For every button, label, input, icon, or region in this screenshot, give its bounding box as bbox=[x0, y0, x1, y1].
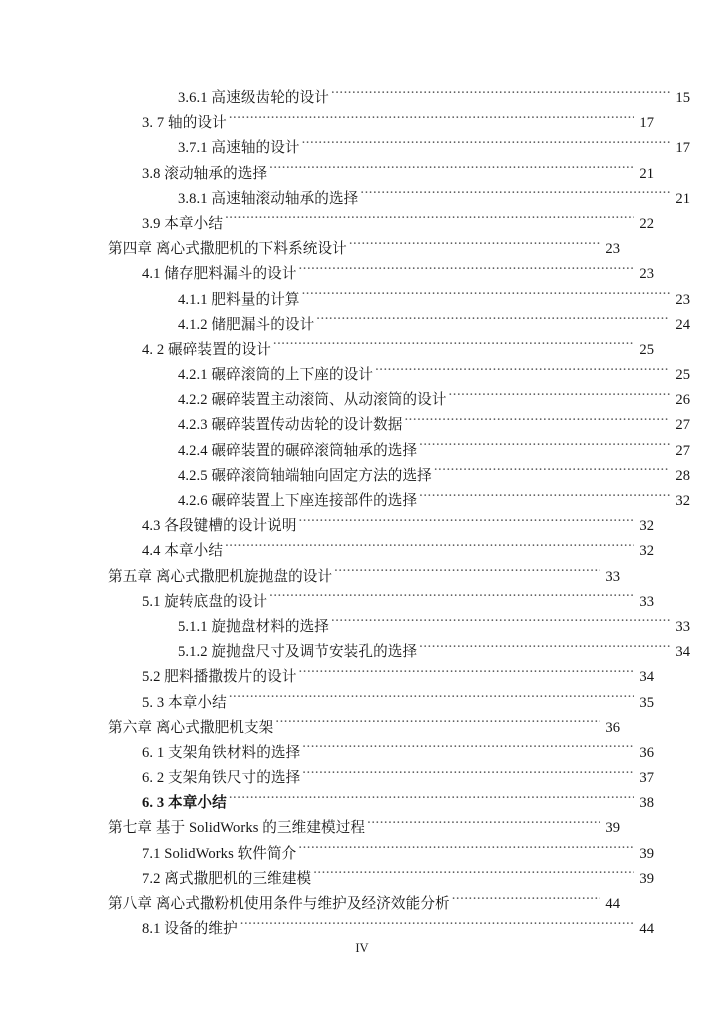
toc-entry[interactable] bbox=[108, 363, 690, 388]
toc-entry[interactable] bbox=[108, 590, 654, 615]
toc-entry-label: 3.9 本章小结 bbox=[142, 215, 224, 232]
toc-dot-leader bbox=[367, 818, 600, 833]
toc-entry-label: 5.1 旋转底盘的设计 bbox=[142, 593, 268, 610]
toc-entry-label: 7.1 SolidWorks 软件简介 bbox=[142, 845, 297, 862]
toc-dot-leader bbox=[375, 364, 670, 379]
toc-dot-leader bbox=[419, 440, 670, 455]
toc-entry-label: 8.1 设备的维护 bbox=[142, 921, 238, 938]
toc-entry[interactable] bbox=[108, 539, 654, 564]
toc-entry[interactable] bbox=[108, 615, 690, 640]
toc-entry[interactable] bbox=[108, 388, 690, 413]
toc-entry-label: 4.2.3 碾碎装置传动齿轮的设计数据 bbox=[178, 417, 403, 434]
toc-entry[interactable] bbox=[108, 665, 654, 690]
toc-entry[interactable] bbox=[108, 313, 690, 338]
toc-entry-label: 5. 3 本章小结 bbox=[142, 694, 227, 711]
toc-entry-page-number: 33 bbox=[675, 618, 690, 635]
toc-entry-label: 5.1.1 旋抛盘材料的选择 bbox=[178, 618, 329, 635]
toc-dot-leader bbox=[229, 113, 634, 128]
page-number-footer: IV bbox=[355, 941, 369, 955]
toc-entry[interactable] bbox=[108, 917, 654, 942]
toc-dot-leader bbox=[225, 213, 634, 228]
toc-entry[interactable] bbox=[108, 489, 690, 514]
toc-entry-page-number: 24 bbox=[675, 316, 690, 333]
toc-entry-label: 第六章 离心式撒肥机支架 bbox=[108, 719, 274, 736]
toc-entry-label: 4.2.1 碾碎滚筒的上下座的设计 bbox=[178, 367, 374, 384]
toc-entry-label: 6. 2 支架角铁尺寸的选择 bbox=[142, 770, 301, 787]
toc-entry-page-number: 26 bbox=[675, 392, 690, 409]
toc-entry[interactable] bbox=[108, 691, 654, 716]
toc-dot-leader bbox=[334, 566, 600, 581]
toc-entry-label: 4.2.4 碾碎装置的碾碎滚筒轴承的选择 bbox=[178, 442, 418, 459]
toc-dot-leader bbox=[434, 465, 670, 480]
toc-entry-page-number: 38 bbox=[639, 795, 654, 812]
toc-entry-label: 4.2.6 碾碎装置上下座连接部件的选择 bbox=[178, 493, 418, 509]
toc-entry-page-number: 27 bbox=[675, 417, 690, 434]
toc-dot-leader bbox=[349, 239, 600, 254]
toc-entry-page-number: 22 bbox=[639, 215, 654, 232]
toc-entry-label: 3. 7 轴的设计 bbox=[142, 115, 227, 132]
toc-dot-leader bbox=[240, 919, 634, 934]
toc-entry-label: 4.4 本章小结 bbox=[142, 543, 224, 560]
toc-entry-label: 4.1.1 肥料量的计算 bbox=[178, 291, 300, 308]
toc-entry-page-number: 21 bbox=[675, 190, 690, 207]
toc-dot-leader bbox=[298, 843, 634, 858]
toc-entry-page-number: 34 bbox=[675, 644, 690, 661]
toc-entry[interactable] bbox=[108, 464, 690, 489]
toc-entry[interactable] bbox=[108, 262, 654, 287]
toc-entry-page-number: 34 bbox=[639, 669, 654, 686]
toc-entry-label: 4.3 各段键槽的设计说明 bbox=[142, 518, 297, 535]
toc-entry-label: 4.1 储存肥料漏斗的设计 bbox=[142, 266, 297, 283]
toc-entry[interactable] bbox=[108, 892, 620, 917]
toc-dot-leader bbox=[419, 642, 670, 657]
toc-entry[interactable] bbox=[108, 791, 654, 816]
toc-entry-page-number: 33 bbox=[605, 568, 620, 585]
toc-dot-leader bbox=[360, 188, 670, 203]
toc-dot-leader bbox=[302, 289, 670, 304]
toc-entry[interactable] bbox=[108, 187, 690, 212]
toc-entry-label: 3.7.1 高速轴的设计 bbox=[178, 140, 300, 157]
toc-entry[interactable] bbox=[108, 338, 654, 363]
toc-entry-label: 3.6.1 高速级齿轮的设计 bbox=[178, 90, 329, 106]
toc-entry-label: 第四章 离心式撒肥机的下料系统设计 bbox=[108, 241, 347, 258]
toc-dot-leader bbox=[269, 591, 634, 606]
toc-dot-leader bbox=[404, 415, 670, 430]
toc-entry-page-number: 44 bbox=[639, 921, 654, 938]
toc-entry-page-number: 37 bbox=[639, 770, 654, 787]
toc-entry-page-number: 33 bbox=[639, 593, 654, 610]
toc-entry-page-number: 32 bbox=[639, 518, 654, 535]
toc-entry-label: 5.2 肥料播撒拨片的设计 bbox=[142, 669, 297, 686]
toc-entry-page-number: 23 bbox=[639, 266, 654, 283]
toc-dot-leader bbox=[299, 516, 634, 531]
toc-entry-label: 6. 3 本章小结 bbox=[142, 795, 227, 812]
toc-entry-page-number: 36 bbox=[639, 744, 654, 761]
toc-dot-leader bbox=[302, 742, 634, 757]
toc-entry-page-number: 17 bbox=[639, 115, 654, 132]
toc-entry[interactable] bbox=[108, 86, 690, 111]
toc-entry[interactable] bbox=[108, 136, 690, 161]
toc-entry-label: 5.1.2 旋抛盘尺寸及调节安装孔的选择 bbox=[178, 644, 418, 661]
toc-entry-page-number: 23 bbox=[675, 291, 690, 308]
toc-entry-label: 6. 1 支架角铁材料的选择 bbox=[142, 744, 301, 761]
toc-entry-page-number: 44 bbox=[605, 896, 620, 912]
toc-entry[interactable] bbox=[108, 766, 654, 791]
toc-dot-leader bbox=[299, 667, 634, 682]
toc-entry[interactable] bbox=[108, 288, 690, 313]
toc-entry-label: 4. 2 碾碎装置的设计 bbox=[142, 341, 271, 358]
toc-entry[interactable] bbox=[108, 565, 620, 590]
toc-dot-leader bbox=[302, 138, 670, 153]
toc-dot-leader bbox=[275, 717, 600, 732]
toc-entry-page-number: 21 bbox=[639, 165, 654, 182]
toc-entry-page-number: 39 bbox=[639, 845, 654, 862]
toc-dot-leader bbox=[229, 692, 634, 707]
toc-entry[interactable] bbox=[108, 716, 620, 741]
toc-dot-leader bbox=[449, 390, 670, 405]
toc-dot-leader bbox=[452, 893, 600, 908]
toc-entry-label: 3.8.1 高速轴滚动轴承的选择 bbox=[178, 190, 359, 207]
toc-entry[interactable] bbox=[108, 514, 654, 539]
toc-entry-label: 第五章 离心式撒肥机旋抛盘的设计 bbox=[108, 568, 333, 585]
toc-entry[interactable] bbox=[108, 640, 690, 665]
toc-entry-page-number: 32 bbox=[639, 543, 654, 560]
toc-entry[interactable] bbox=[108, 741, 654, 766]
toc-entry[interactable] bbox=[108, 111, 654, 136]
toc-entry-page-number: 39 bbox=[639, 870, 654, 887]
toc-entry-page-number: 25 bbox=[639, 341, 654, 358]
toc-entry-label: 4.2.2 碾碎装置主动滚筒、从动滚筒的设计 bbox=[178, 392, 447, 409]
toc-entry[interactable] bbox=[108, 237, 620, 262]
toc-entry-label: 4.1.2 储肥漏斗的设计 bbox=[178, 316, 315, 333]
toc-entry[interactable] bbox=[108, 439, 690, 464]
toc-entry-page-number: 27 bbox=[675, 442, 690, 459]
toc-dot-leader bbox=[229, 793, 634, 808]
toc-entry-page-number: 35 bbox=[639, 694, 654, 711]
toc-dot-leader bbox=[299, 264, 634, 279]
toc-dot-leader bbox=[269, 163, 634, 178]
toc-entry-page-number: 39 bbox=[605, 820, 620, 837]
toc-entry[interactable] bbox=[108, 212, 654, 237]
toc-entry-label: 第七章 基于 SolidWorks 的三维建模过程 bbox=[108, 820, 366, 837]
toc-dot-leader bbox=[316, 314, 670, 329]
toc-entry[interactable] bbox=[108, 842, 654, 867]
toc-entry[interactable] bbox=[108, 867, 654, 892]
toc-entry-page-number: 36 bbox=[605, 719, 620, 736]
toc-dot-leader bbox=[419, 490, 670, 505]
toc-entry-page-number: 32 bbox=[675, 493, 690, 509]
toc-entry[interactable] bbox=[108, 816, 620, 841]
toc-entry[interactable] bbox=[108, 162, 654, 187]
toc-dot-leader bbox=[302, 767, 634, 782]
toc-dot-leader bbox=[331, 87, 670, 102]
toc-dot-leader bbox=[225, 541, 634, 556]
toc-dot-leader bbox=[331, 616, 670, 631]
toc-entry-page-number: 23 bbox=[605, 241, 620, 258]
toc-entry[interactable] bbox=[108, 413, 690, 438]
toc-entry-page-number: 25 bbox=[675, 367, 690, 384]
toc-entry-page-number: 28 bbox=[675, 467, 690, 484]
toc-entry-page-number: 15 bbox=[675, 90, 690, 106]
toc-entry-label: 第八章 离心式撒粉机使用条件与维护及经济效能分析 bbox=[108, 896, 450, 912]
table-of-contents bbox=[108, 86, 690, 942]
toc-entry-label: 3.8 滚动轴承的选择 bbox=[142, 165, 268, 182]
toc-dot-leader bbox=[273, 339, 634, 354]
toc-entry-page-number: 17 bbox=[675, 140, 690, 157]
toc-entry-label: 7.2 离式撒肥机的三维建模 bbox=[142, 870, 312, 887]
toc-entry-label: 4.2.5 碾碎滚筒轴端轴向固定方法的选择 bbox=[178, 467, 432, 484]
toc-dot-leader bbox=[313, 868, 634, 883]
